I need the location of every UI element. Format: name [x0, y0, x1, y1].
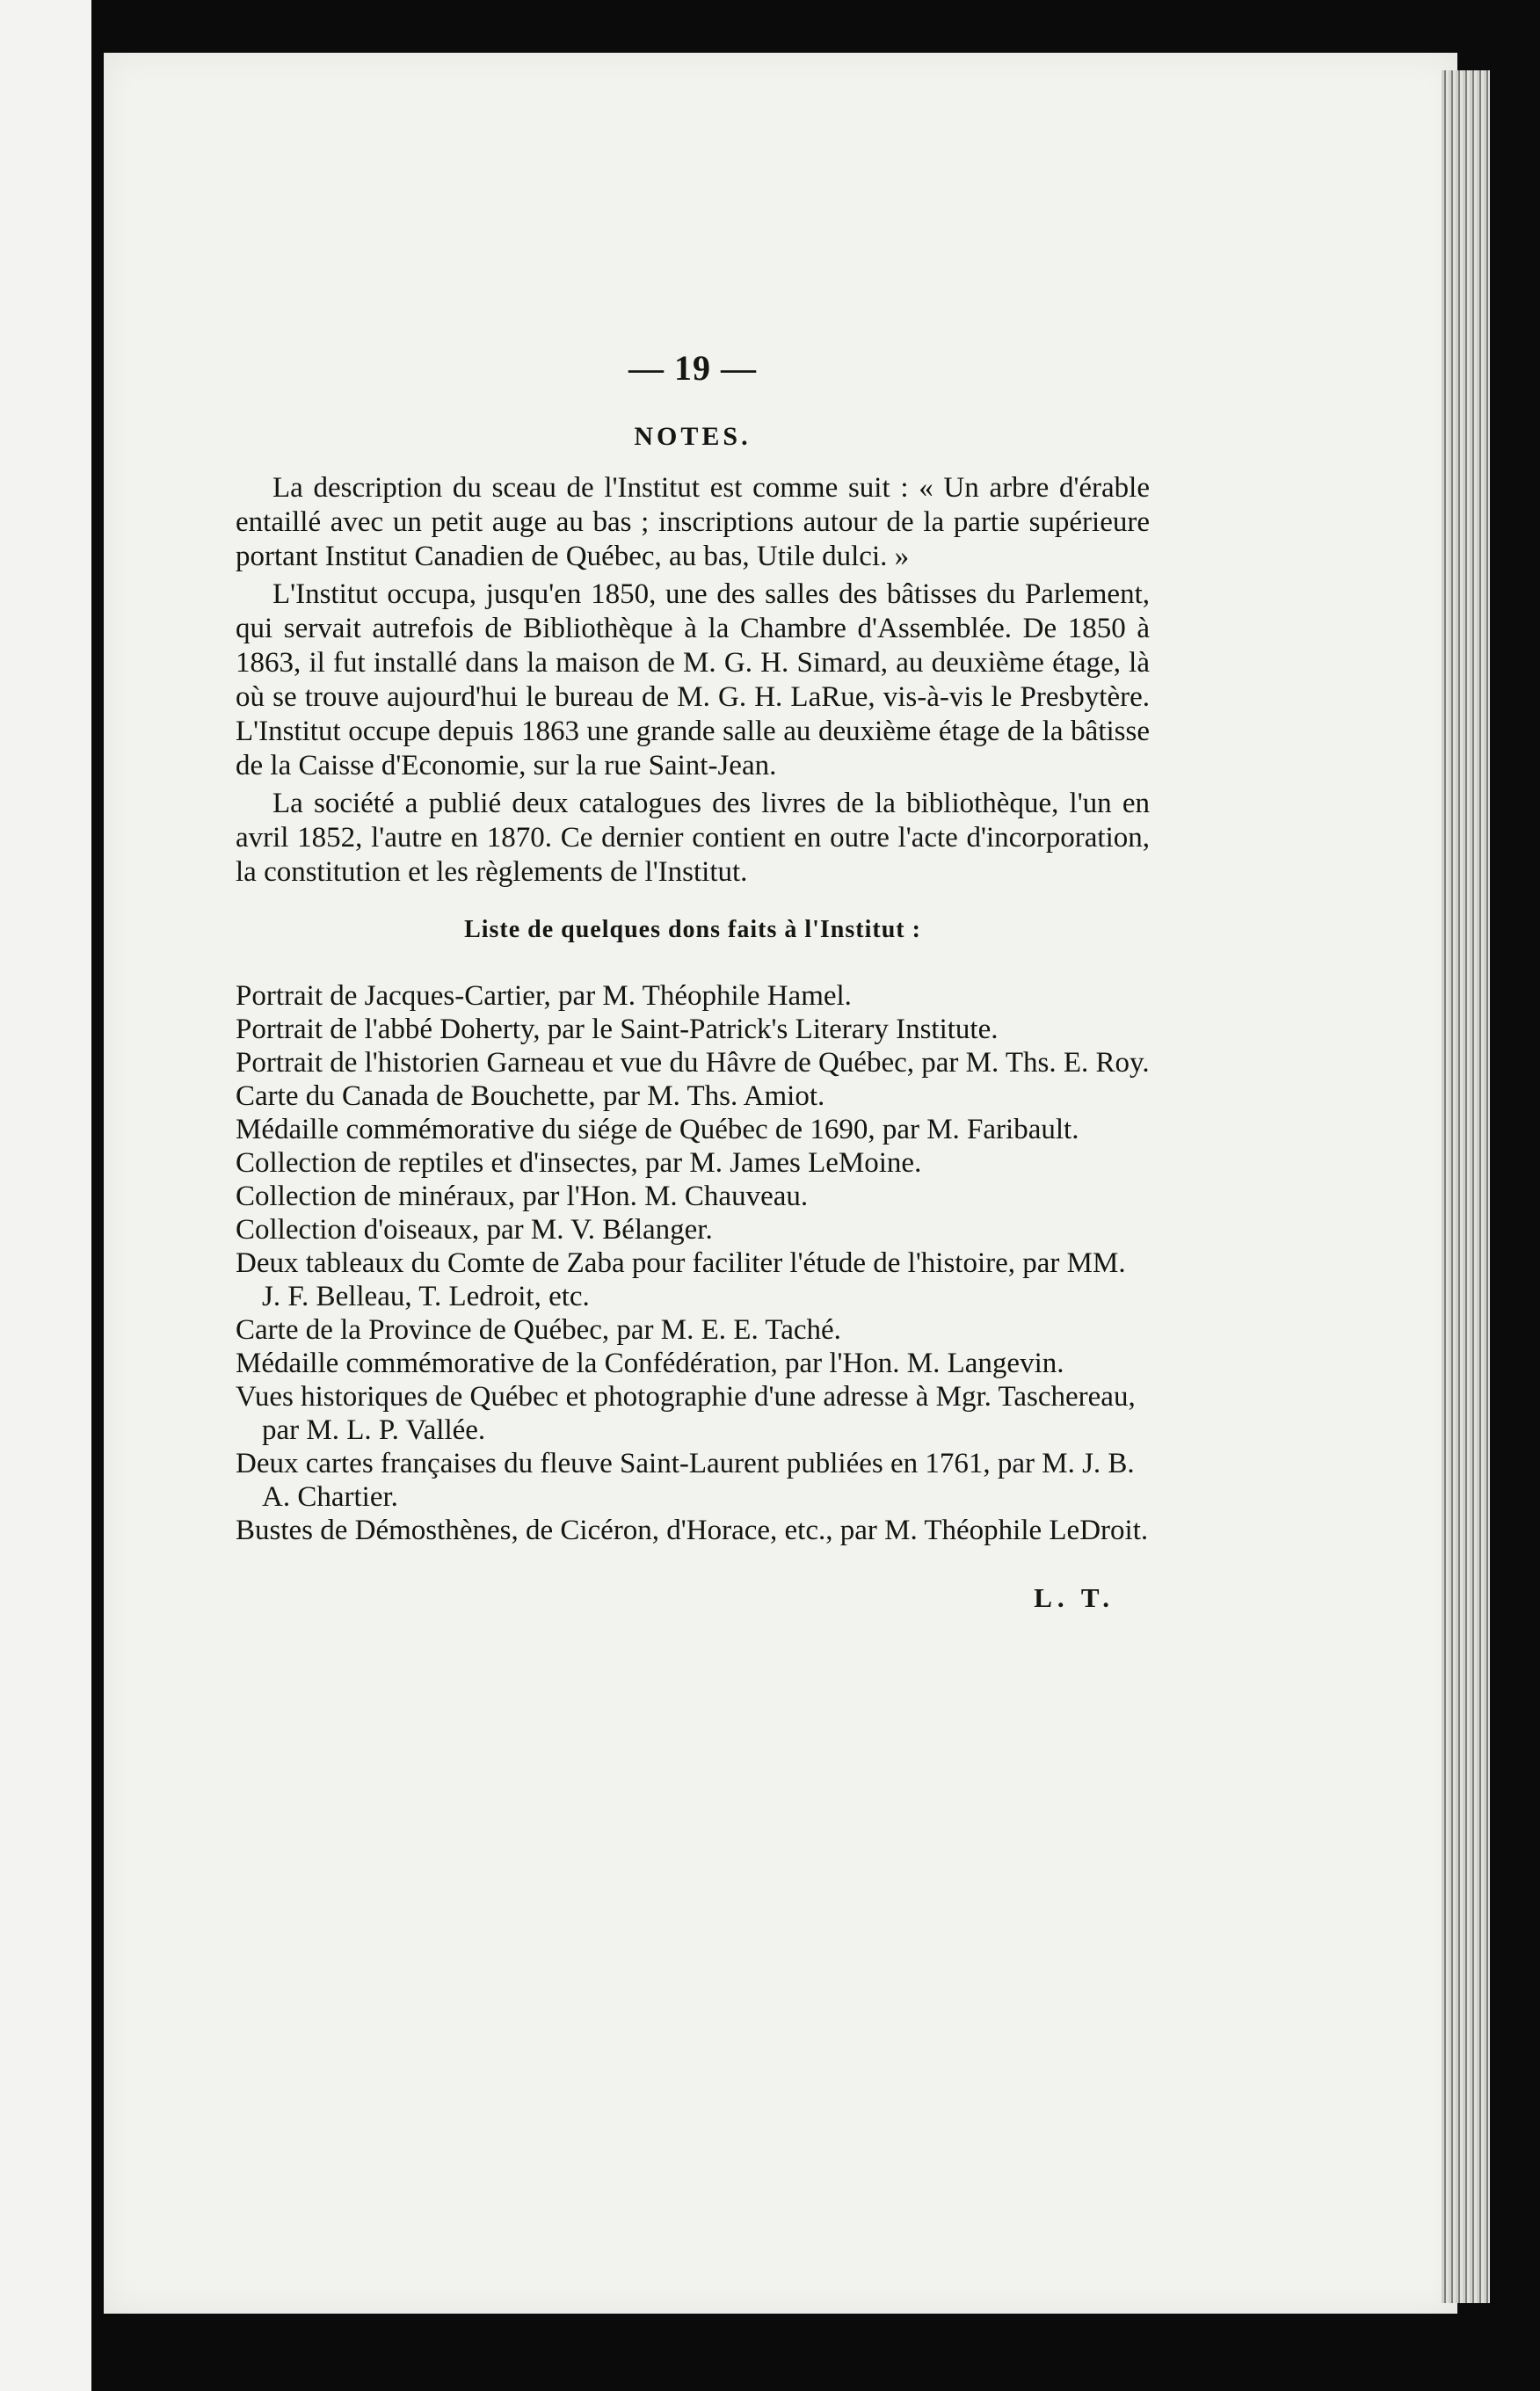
list-item: Collection de minéraux, par l'Hon. M. Chauveau. [236, 1181, 809, 1212]
section-heading: NOTES. [634, 422, 752, 451]
paragraph-history: L'Institut occupa, jusqu'en 1850, une des salles des bâtisses du Parlement, qui servait autrefois de Bibliothèque à la Chambre d'Assemblée. De 1850 à 1863, il fut installé dans la maison de M. G. H. Simard, au deuxième étage, là où se trouve aujourd'hui le bureau de M. G. H. LaRue, vis-à-vis le Presbytère. L'Institut occupe depuis 1863 une grande salle au deuxième étage de la bâtisse de la Caisse d'Economie, sur la rue Saint-Jean. [236, 578, 1150, 781]
paragraph-catalogues: La société a publié deux catalogues des livres de la bibliothèque, l'un en avril 1852, l'autre en 1870. Ce dernier contient en outre l'acte d'incorporation, la constitution et les règlements de l'Institut. [236, 788, 1150, 888]
list-item: Vues historiques de Québec et photographie d'une adresse à Mgr. Taschereau, par M. L. P. Vallée. [236, 1381, 1136, 1446]
list-item: Portrait de Jacques-Cartier, par M. Théophile Hamel. [236, 980, 852, 1012]
list-item: Deux cartes françaises du fleuve Saint-Laurent publiées en 1761, par M. J. B. A. Chartier. [236, 1448, 1135, 1513]
list-item: Bustes de Démosthènes, de Cicéron, d'Horace, etc., par M. Théophile LeDroit. [236, 1515, 1149, 1546]
list-item: Deux tableaux du Comte de Zaba pour faciliter l'étude de l'histoire, par MM. J. F. Belleau, T. Ledroit, etc. [236, 1247, 1126, 1312]
page-edges [1442, 70, 1490, 2303]
signature: L. T. [1034, 1582, 1115, 1613]
list-item: Médaille commémorative de la Confédération, par l'Hon. M. Langevin. [236, 1348, 1064, 1379]
list-item: Collection de reptiles et d'insectes, par M. James LeMoine. [236, 1147, 922, 1179]
list-item: Portrait de l'abbé Doherty, par le Saint-Patrick's Literary Institute. [236, 1014, 999, 1045]
list-item: Collection d'oiseaux, par M. V. Bélanger. [236, 1214, 713, 1246]
paragraph-seal: La description du sceau de l'Institut est comme suit : « Un arbre d'érable entaillé avec un petit auge au bas ; inscriptions autour de la partie supérieure portant Institut Canadien de Québec, au bas, Utile dulci. » [236, 472, 1150, 572]
donations-list [236, 979, 1150, 1547]
list-item: Portrait de l'historien Garneau et vue du Hâvre de Québec, par M. Ths. E. Roy. [236, 1047, 1150, 1079]
list-item: Médaille commémorative du siége de Québec de 1690, par M. Faribault. [236, 1114, 1079, 1145]
donations-list-title: Liste de quelques dons faits à l'Institut : [464, 916, 921, 943]
list-item: Carte du Canada de Bouchette, par M. Ths. Amiot. [236, 1080, 825, 1112]
page-number: — 19 — [628, 348, 757, 388]
page-content [236, 347, 1150, 1614]
list-item: Carte de la Province de Québec, par M. E. E. Taché. [236, 1314, 841, 1346]
left-margin-strip [0, 0, 91, 2391]
